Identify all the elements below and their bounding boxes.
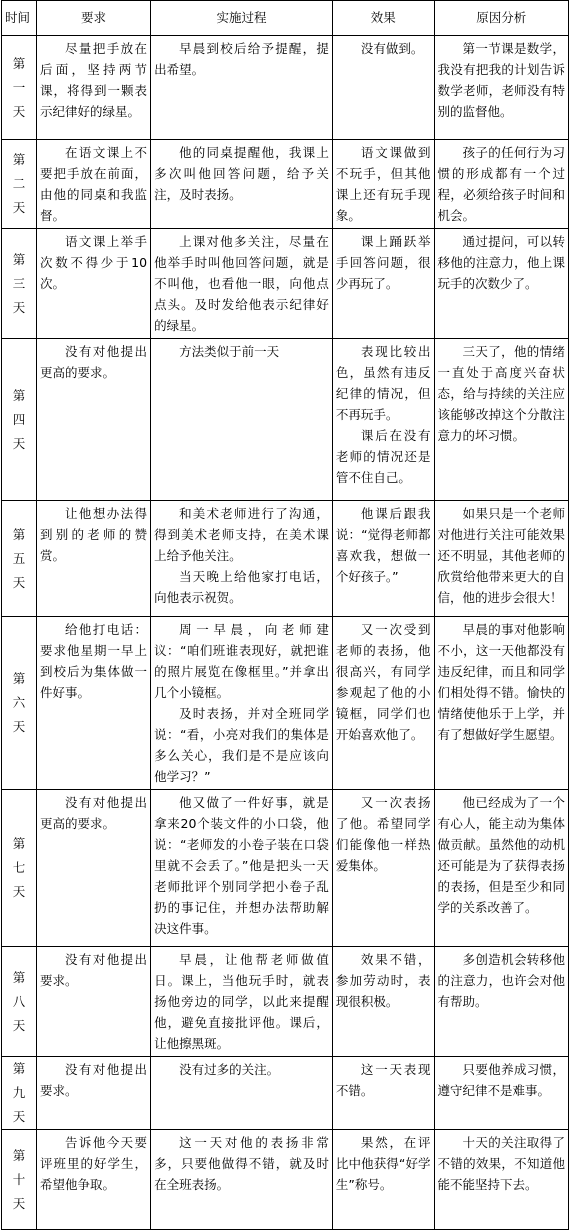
header-requirement: 要求 — [37, 1, 151, 36]
header-time: 时间 — [2, 1, 37, 36]
requirement-cell — [37, 140, 151, 229]
table-row — [2, 501, 569, 617]
process-paragraph: 及时表扬，并对全班同学说：“看，小亮对我们的集体是多么关心，我们是不是应该向他学习？” — [154, 706, 329, 784]
reason-text: 早晨的事对他影响不小，这一天他都没有违反纪律，而且和同学们相处得不错。愉快的情绪使他乐于上学，并有了想做好学生愿望。 — [437, 622, 565, 742]
effect-paragraph: 没有做到。 — [360, 41, 424, 56]
requirement-text: 尽量把手放在后面，坚持两节课，将得到一颗表示纪律好的绿星。 — [40, 41, 148, 119]
process-cell — [151, 790, 333, 947]
reason-cell — [434, 1057, 568, 1130]
effect-cell — [332, 790, 434, 947]
reason-cell — [434, 229, 568, 339]
requirement-text: 没有对他提出要求。 — [40, 1062, 148, 1098]
process-cell — [151, 1057, 333, 1130]
reason-text: 如果只是一个老师对他进行关注可能效果还不明显，其他老师的欣赏给他带来更大的自信，他的进步会很大！ — [437, 506, 565, 605]
header-reason: 原因分析 — [434, 1, 568, 36]
process-paragraph: 早晨到校后给予提醒，提出希望。 — [154, 41, 329, 77]
requirement-text: 给他打电话：要求他星期一早上到校后为集体做一件好事。 — [40, 622, 148, 700]
requirement-text: 没有对他提出更高的要求。 — [40, 344, 148, 380]
process-paragraph: 上课对他多关注，尽量在他举手时叫他回答问题，就是不叫他，也看他一眼，向他点点头。及时发给他表示纪律好的绿星。 — [154, 234, 329, 333]
table-row — [2, 617, 569, 790]
requirement-cell — [37, 790, 151, 947]
process-paragraph: 他的同桌提醒他，我课上多次叫他回答问题，给予关注，及时表扬。 — [154, 145, 329, 202]
table-row — [2, 1130, 569, 1230]
day-cell: 第 五 天 — [2, 501, 37, 617]
requirement-cell — [37, 1130, 151, 1230]
requirement-text: 告诉他今天要评班里的好学生，希望他争取。 — [40, 1135, 148, 1192]
requirement-text: 让他想办法得到别的老师的赞赏。 — [40, 506, 148, 563]
table-row — [2, 1057, 569, 1130]
effect-cell — [332, 36, 434, 140]
process-paragraph: 周一早晨，向老师建议：“咱们班谁表现好，就把谁的照片展览在像框里。”并拿出几个小镜框。 — [154, 622, 329, 700]
day-cell: 第 九 天 — [2, 1057, 37, 1130]
requirement-cell — [37, 617, 151, 790]
requirement-text: 没有对他提出要求。 — [40, 952, 148, 988]
process-cell — [151, 339, 333, 501]
table-row — [2, 229, 569, 339]
effect-paragraph: 又一次受到老师的表扬，他很高兴，有同学参观起了他的小镜框，同学们也开始喜欢他了。 — [335, 622, 431, 742]
process-paragraph: 没有过多的关注。 — [179, 1062, 280, 1077]
process-paragraph: 这一天对他的表扬非常多，只要他做得不错，就及时在全班表扬。 — [154, 1135, 329, 1192]
reason-text: 三天了，他的情绪一直处于高度兴奋状态，给与持续的关注应该能够改掉这个分散注意力的坏习惯。 — [437, 344, 565, 443]
process-cell — [151, 36, 333, 140]
table-row — [2, 36, 569, 140]
requirement-cell — [37, 1057, 151, 1130]
effect-paragraph: 课上踊跃举手回答问题，很少再玩了。 — [335, 234, 431, 291]
day-cell: 第 一 天 — [2, 36, 37, 140]
effect-cell — [332, 1130, 434, 1230]
process-cell — [151, 140, 333, 229]
table-row — [2, 790, 569, 947]
effect-paragraph: 这一天表现不错。 — [335, 1062, 431, 1098]
reason-text: 孩子的任何行为习惯的形成都有一个过程，必须给孩子时间和机会。 — [437, 145, 565, 223]
reason-text: 只要他养成习惯，遵守纪律不是难事。 — [437, 1062, 565, 1098]
day-cell: 第 十 天 — [2, 1130, 37, 1230]
reason-cell — [434, 1130, 568, 1230]
effect-cell — [332, 1057, 434, 1130]
requirement-cell — [37, 229, 151, 339]
effect-paragraph: 效果不错，参加劳动时，表现很积极。 — [335, 952, 431, 1009]
table-row — [2, 947, 569, 1057]
requirement-cell — [37, 339, 151, 501]
reason-cell — [434, 501, 568, 617]
effect-paragraph: 又一次表扬了他。希望同学们能像他一样热爱集体。 — [335, 795, 431, 873]
requirement-text: 在语文课上不要把手放在前面，由他的同桌和我监督。 — [40, 145, 148, 223]
reason-cell — [434, 140, 568, 229]
effect-paragraph: 表现比较出色，虽然有违反纪律的情况，但不再玩手。 — [335, 344, 431, 422]
requirement-cell — [37, 501, 151, 617]
process-cell — [151, 229, 333, 339]
effect-cell — [332, 140, 434, 229]
effect-paragraph: 课后在没有老师的情况还是管不住自己。 — [335, 428, 431, 485]
effect-cell — [332, 947, 434, 1057]
reason-cell — [434, 36, 568, 140]
header-row — [2, 1, 569, 36]
reason-text: 第一节课是数学，我没有把我的计划告诉数学老师，老师没有特别的监督他。 — [437, 41, 565, 119]
day-cell: 第 七 天 — [2, 790, 37, 947]
table-row — [2, 140, 569, 229]
requirement-cell — [37, 36, 151, 140]
process-cell — [151, 947, 333, 1057]
process-paragraph: 当天晚上给他家打电话，向他表示祝贺。 — [154, 569, 329, 605]
process-paragraph: 方法类似于前一天 — [179, 344, 280, 359]
reason-cell — [434, 790, 568, 947]
reason-text: 多创造机会转移他的注意力，也许会对他有帮助。 — [437, 952, 565, 1009]
reason-cell — [434, 947, 568, 1057]
process-paragraph: 他又做了一件好事，就是拿来20个装文件的小口袋，他说：“老师发的小卷子装在口袋里就不会丢了。”他是把头一天老师批评个别同学把小卷子乱扔的事记住，并想办法帮助解决这件事。 — [154, 795, 329, 936]
effect-paragraph: 果然，在评比中他获得“好学生”称号。 — [335, 1135, 431, 1192]
record-table — [1, 0, 569, 1230]
day-cell: 第 六 天 — [2, 617, 37, 790]
reason-cell — [434, 617, 568, 790]
requirement-text: 没有对他提出更高的要求。 — [40, 795, 148, 831]
effect-paragraph: 他课后跟我说：“觉得老师都喜欢我，想做一个好孩子。” — [335, 506, 431, 584]
process-cell — [151, 501, 333, 617]
day-cell: 第 二 天 — [2, 140, 37, 229]
effect-cell — [332, 501, 434, 617]
day-cell: 第 三 天 — [2, 229, 37, 339]
process-cell — [151, 1130, 333, 1230]
reason-text: 通过提问，可以转移他的注意力，他上课玩手的次数少了。 — [437, 234, 565, 291]
process-paragraph: 早晨，让他帮老师做值日。课上，当他玩手时，就表扬他旁边的同学，以此来提醒他，避免直接批评他。课后，让他擦黑斑。 — [154, 952, 329, 1051]
effect-paragraph: 语文课做到不玩手，但其他课上还有玩手现象。 — [335, 145, 431, 223]
reason-cell — [434, 339, 568, 501]
day-cell: 第 四 天 — [2, 339, 37, 501]
table-row — [2, 339, 569, 501]
reason-text: 十天的关注取得了不错的效果，不知道他能不能坚持下去。 — [437, 1135, 565, 1192]
effect-cell — [332, 617, 434, 790]
requirement-text: 语文课上举手次数不得少于10次。 — [40, 234, 148, 291]
reason-text: 他已经成为了一个有心人，能主动为集体做贡献。虽然他的动机还可能是为了获得表扬的表扬，但是至少和同学的关系改善了。 — [437, 795, 565, 915]
effect-cell — [332, 229, 434, 339]
header-effect: 效果 — [332, 1, 434, 36]
header-process: 实施过程 — [151, 1, 333, 36]
effect-cell — [332, 339, 434, 501]
day-cell: 第 八 天 — [2, 947, 37, 1057]
requirement-cell — [37, 947, 151, 1057]
process-cell — [151, 617, 333, 790]
process-paragraph: 和美术老师进行了沟通，得到美术老师支持，在美术课上给予他关注。 — [154, 506, 329, 563]
